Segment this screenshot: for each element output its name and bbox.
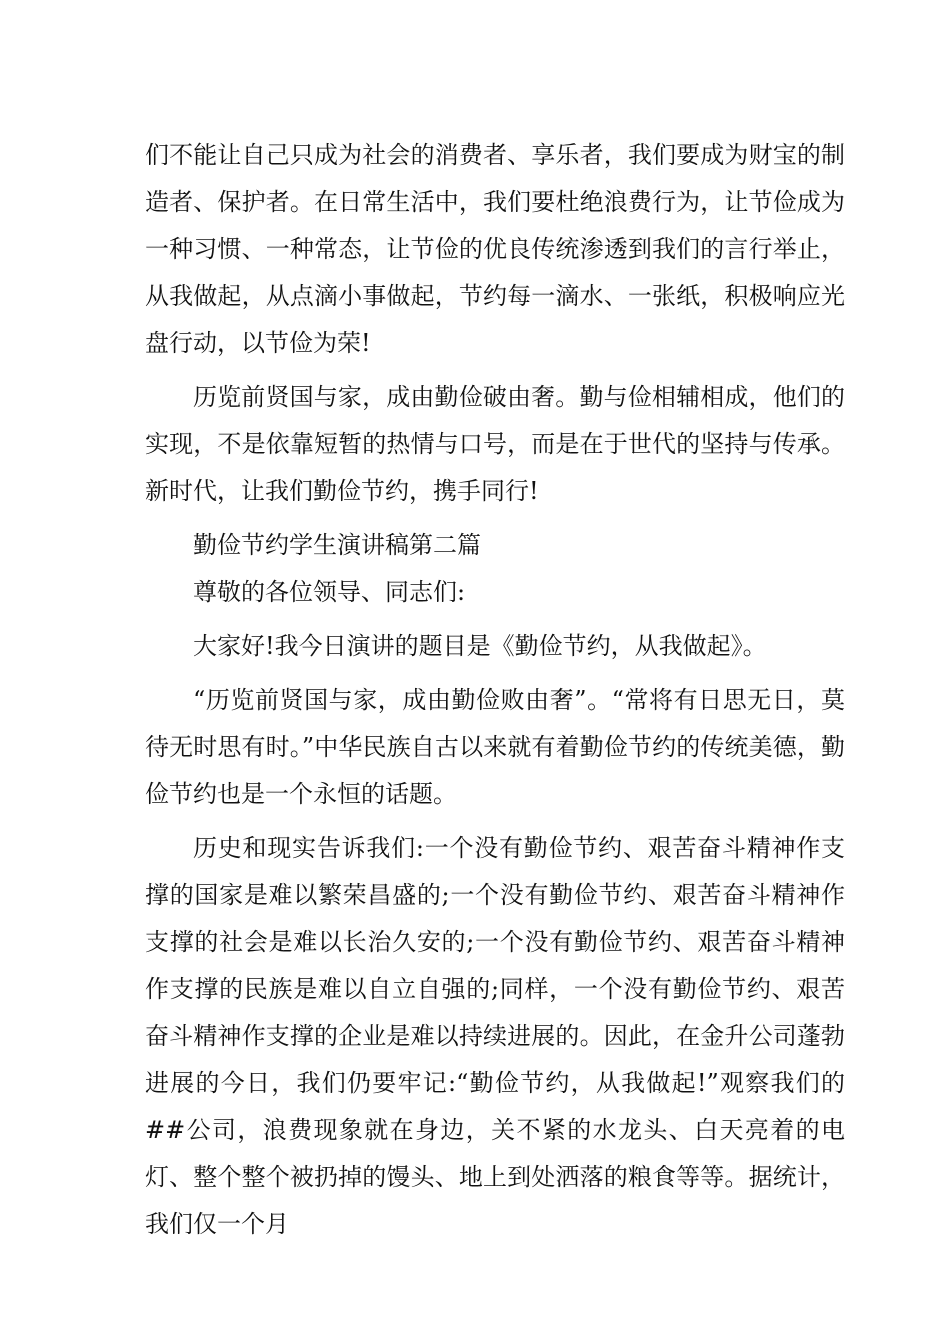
paragraph-1: 们不能让自己只成为社会的消费者、享乐者，我们要成为财宝的制造者、保护者。在日常生活中，我们要杜绝浪费行为，让节俭成为一种习惯、一种常态，让节俭的优良传统渗透到我们的言行举止，从我做起，从点滴小事做起，节约每一滴水、一张纸，积极响应光盘行动，以节俭为荣!	[145, 141, 845, 357]
document-body	[145, 132, 845, 1248]
paragraph-greeting: 大家好!我今日演讲的题目是《勤俭节约，从我做起》。	[193, 632, 767, 660]
paragraph-2: 历览前贤国与家，成由勤俭破由奢。勤与俭相辅相成，他们的实现，不是依靠短暂的热情与口号，而是在于世代的坚持与传承。新时代，让我们勤俭节约，携手同行!	[145, 383, 845, 505]
paragraph-history: 历史和现实告诉我们:一个没有勤俭节约、艰苦奋斗精神作支撑的国家是难以繁荣昌盛的;一个没有勤俭节约、艰苦奋斗精神作支撑的社会是难以长治久安的;一个没有勤俭节约、艰苦奋斗精神作支撑的民族是难以自立自强的;同样，一个没有勤俭节约、艰苦奋斗精神作支撑的企业是难以持续进展的。因此，在金升公司蓬勃进展的今日，我们仍要牢记:“勤俭节约，从我做起!”观察我们的##公司，浪费现象就在身边，关不紧的水龙头、白天亮着的电灯、整个整个被扔掉的馒头、地上到处洒落的粮食等等。据统计，我们仅一个月	[145, 834, 845, 1238]
salutation: 尊敬的各位领导、同志们:	[193, 578, 466, 606]
paragraph-quote: “历览前贤国与家，成由勤俭败由奢”。“常将有日思无日，莫待无时思有时。”中华民族自古以来就有着勤俭节约的传统美德，勤俭节约也是一个永恒的话题。	[145, 686, 845, 808]
section-title: 勤俭节约学生演讲稿第二篇	[193, 531, 481, 559]
